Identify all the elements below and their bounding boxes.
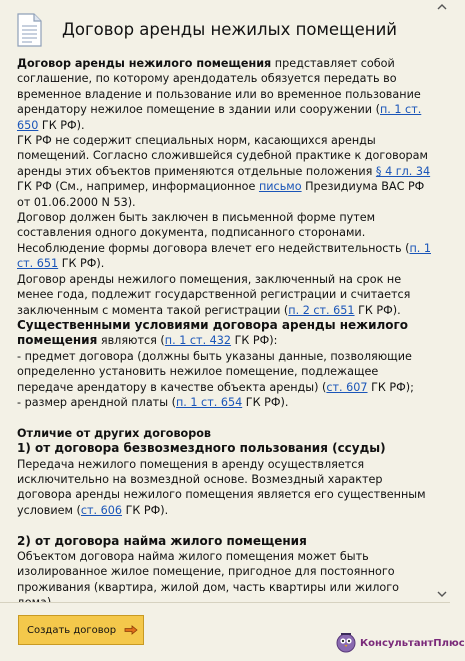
text: ГК РФ). bbox=[122, 503, 169, 517]
link-article-651-p1[interactable]: п. 1 ст. 651 bbox=[17, 241, 431, 271]
heading-text: Отличие от других договоров bbox=[17, 426, 212, 440]
create-contract-label: Создать договор bbox=[27, 624, 117, 636]
text: Договор аренды нежилого помещения, заключенный на срок не менее года, подлежит государственной регистрации и считается заключенным с момента такой регистрации ( bbox=[17, 272, 411, 317]
text: являются ( bbox=[97, 334, 165, 348]
consultant-plus-logo bbox=[336, 631, 465, 655]
brand-owl-icon bbox=[336, 631, 356, 655]
paragraph-form bbox=[17, 210, 431, 272]
brand-name: КонсультантПлюс bbox=[360, 637, 465, 649]
subsection-heading bbox=[17, 441, 431, 456]
document-body bbox=[17, 56, 431, 596]
link-chapter-34[interactable]: § 4 гл. 34 bbox=[375, 164, 431, 178]
scroll-down-arrow-icon[interactable] bbox=[437, 589, 447, 599]
document-header bbox=[0, 0, 434, 52]
link-article-607[interactable]: ст. 607 bbox=[326, 380, 368, 394]
subsection-heading bbox=[17, 534, 431, 549]
text: - предмет договора (должны быть указаны данные, позволяющие определенно установить нежилое помещение, подлежащее передаче арендатору в качестве объекта аренды) ( bbox=[17, 349, 412, 394]
link-letter[interactable]: письмо bbox=[258, 180, 302, 194]
paragraph-practice bbox=[17, 133, 431, 210]
text: ГК РФ). bbox=[242, 395, 289, 409]
link-article-651-p2[interactable]: п. 2 ст. 651 bbox=[288, 303, 355, 317]
text: ГК РФ); bbox=[367, 380, 414, 394]
link-article-654[interactable]: п. 1 ст. 654 bbox=[175, 395, 243, 409]
link-article-432[interactable]: п. 1 ст. 432 bbox=[164, 334, 232, 348]
text: Договор должен быть заключен в письменной форме путем составления одного документа, подписанного сторонами. Несоблюдение формы договора влечет его недействительность ( bbox=[17, 211, 410, 255]
arrow-right-icon bbox=[124, 625, 138, 635]
text: ГК РФ). bbox=[58, 257, 105, 271]
term-bold: Существенными условиями договора аренды нежилого помещения bbox=[17, 317, 409, 348]
footer-bar bbox=[0, 602, 465, 661]
text: ГК РФ): bbox=[231, 334, 278, 348]
list-item bbox=[17, 395, 431, 410]
paragraph-definition bbox=[17, 56, 431, 133]
text: ГК РФ не содержит специальных норм, касающихся аренды помещений. Согласно сложившейся судебной практике к договорам аренды этих объектов применяются отдельные положения bbox=[17, 134, 428, 178]
document-icon bbox=[15, 13, 43, 47]
heading-text: 1) от договора безвозмездного пользования (ссуды) bbox=[17, 441, 386, 456]
text: ГК РФ). bbox=[38, 118, 85, 132]
term-bold: Договор аренды нежилого помещения bbox=[17, 57, 272, 70]
scroll-up-arrow-icon[interactable] bbox=[437, 2, 447, 12]
vertical-scrollbar[interactable] bbox=[434, 0, 450, 602]
link-article-606[interactable]: ст. 606 bbox=[80, 503, 123, 517]
text: представляет собой соглашение, по которому арендодатель обязуется передать во временное владение и пользование или во временное пользование арендатору нежилое помещение в здании или сооружении ( bbox=[17, 57, 421, 117]
paragraph-loan bbox=[17, 457, 431, 519]
spacer bbox=[17, 410, 431, 425]
heading-text: 2) от договора найма жилого помещения bbox=[17, 533, 307, 548]
paragraph-essential-terms bbox=[17, 318, 431, 349]
spacer bbox=[17, 518, 431, 533]
create-contract-button[interactable] bbox=[18, 615, 144, 645]
list-item bbox=[17, 349, 431, 395]
paragraph-registration bbox=[17, 272, 431, 318]
text: Президиума ВАС РФ от 01.06.2000 N 53). bbox=[17, 180, 425, 209]
text: Объектом договора найма жилого помещения может быть изолированное жилое помещение, пригодное для постоянного проживания (квартира, жилой дом, часть квартиры или жилого bbox=[17, 549, 399, 594]
text: - размер арендной платы ( bbox=[17, 395, 176, 409]
text: ГК РФ (См., например, информационное bbox=[17, 180, 259, 194]
text: ГК РФ). bbox=[354, 303, 401, 317]
link-article-650[interactable]: п. 1 ст. 650 bbox=[17, 103, 422, 132]
text: Передача нежилого помещения в аренду осуществляется исключительно на возмездной основе. Возмездный характер договора аренды нежилого помещения является его существенным условием ( bbox=[17, 457, 426, 517]
page-title: Договор аренды нежилых помещений bbox=[62, 20, 398, 39]
section-heading bbox=[17, 426, 431, 441]
